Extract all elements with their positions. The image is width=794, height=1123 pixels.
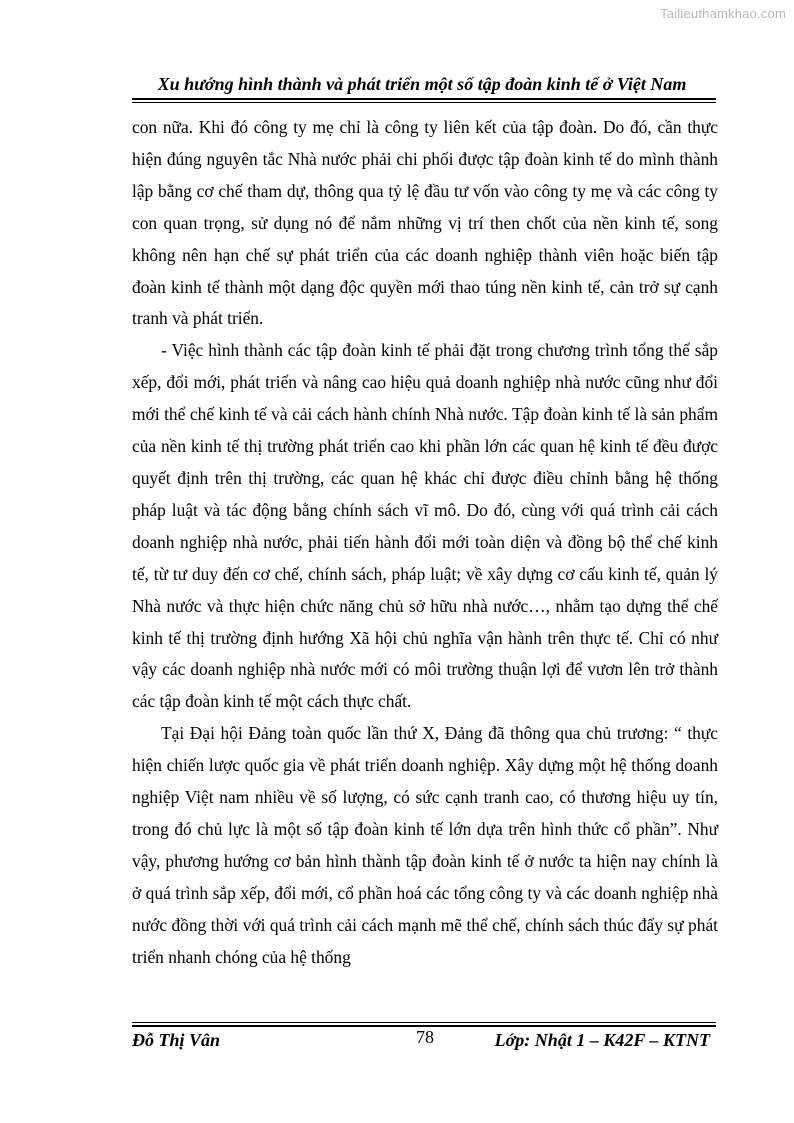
document-body bbox=[132, 112, 718, 973]
header-divider-thin bbox=[132, 102, 716, 103]
body-paragraph-3: Tại Đại hội Đảng toàn quốc lần thứ X, Đảng đã thông qua chủ trương: “ thực hiện chiến lược quốc gia về phát triển doanh nghiệp. Xây dựng một hệ thống doanh nghiệp Việt nam nhiều về số lượng, có sức cạnh tranh cao, có thương hiệu uy tín, trong đó chủ lực là một số tập đoàn kinh tế lớn dựa trên hình thức cổ phần”. Như vậy, phương hướng cơ bản hình thành tập đoàn kinh tế ở nước ta hiện nay chính là ở quá trình sắp xếp, đổi mới, cổ phần hoá các tổng công ty và các doanh nghiệp nhà nước đồng thời với quá trình cải cách mạnh mẽ thể chế, chính sách thúc đẩy sự phát triển nhanh chóng của hệ thống bbox=[132, 723, 718, 967]
footer-divider-thin bbox=[132, 1022, 716, 1023]
page-header-title: Xu hướng hình thành và phát triển một số tập đoàn kinh tế ở Việt Nam bbox=[157, 74, 687, 94]
body-paragraph-2: - Việc hình thành các tập đoàn kinh tế phải đặt trong chương trình tổng thể sắp xếp, đổi mới, phát triển và nâng cao hiệu quả doanh nghiệp nhà nước cũng như đổi mới thể chế kinh tế và cải cách hành chính Nhà nước. Tập đoàn kinh tế là sản phẩm của nền kinh tế thị trường phát triển cao khi phần lớn các quan hệ kinh tế đều được quyết định trên thị trường, các quan hệ khác chỉ được điều chỉnh bằng hệ thống pháp luật và tác động bằng chính sách vĩ mô. Do đó, cùng với quá trình cải cách doanh nghiệp nhà nước, phải tiến hành đổi mới toàn diện và đồng bộ thể chế kinh tế, từ tư duy đến cơ chế, chính sách, pháp luật; về xây dựng cơ cấu kinh tế, quản lý Nhà nước và thực hiện chức năng chủ sở hữu nhà nước…, nhằm tạo dựng thể chế kinh tế thị trường định hướng Xã hội chủ nghĩa vận hành trên thực tế. Chỉ có như vậy các doanh nghiệp nhà nước mới có môi trường thuận lợi để vươn lên trở thành các tập đoàn kinh tế một cách thực chất. bbox=[132, 340, 718, 712]
footer-author: Đỗ Thị Vân bbox=[132, 1030, 221, 1050]
body-paragraph-1: con nữa. Khi đó công ty mẹ chỉ là công ty liên kết của tập đoàn. Do đó, cần thực hiện đúng nguyên tắc Nhà nước phải chi phối được tập đoàn kinh tế do mình thành lập bằng cơ chế tham dự, thông qua tỷ lệ đầu tư vốn vào công ty mẹ và các công ty con quan trọng, sử dụng nó để nắm những vị trí then chốt của nền kinh tế, song không nên hạn chế sự phát triển của các doanh nghiệp thành viên hoặc biến tập đoàn kinh tế thành một dạng độc quyền mới thao túng nền kinh tế, cản trở sự cạnh tranh và phát triển. bbox=[132, 117, 718, 329]
page-number: 78 bbox=[416, 1027, 434, 1047]
watermark-text: Tailieuthamkhao.com bbox=[660, 6, 786, 21]
footer-class-info: Lớp: Nhật 1 – K42F – KTNT bbox=[494, 1030, 710, 1050]
header-divider bbox=[132, 98, 716, 100]
